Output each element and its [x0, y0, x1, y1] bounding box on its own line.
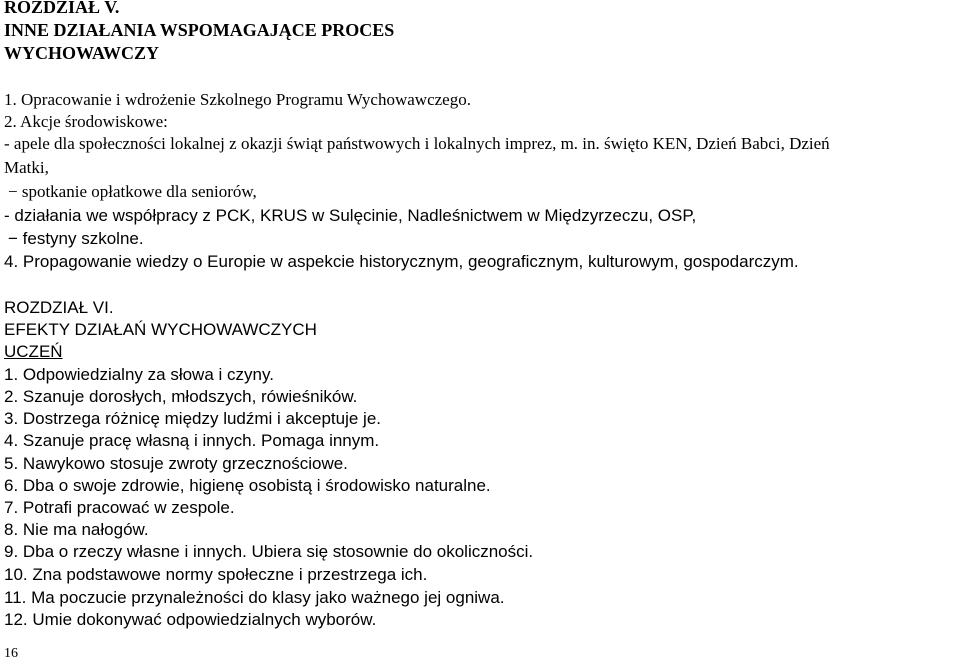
- list-item: 10. Zna podstawowe normy społeczne i przestrzega ich.: [4, 565, 428, 584]
- chapter-5-title-line2: WYCHOWAWCZY: [4, 43, 160, 63]
- text-line: Matki,: [4, 158, 49, 177]
- text-line: 2. Akcje środowiskowe:: [4, 112, 168, 131]
- list-item: 4. Szanuje pracę własną i innych. Pomaga innym.: [4, 431, 380, 450]
- list-item: 8. Nie ma nałogów.: [4, 520, 149, 539]
- list-item: 6. Dba o swoje zdrowie, higienę osobistą i środowisko naturalne.: [4, 476, 491, 495]
- list-item: 2. Szanuje dorosłych, młodszych, rówieśników.: [4, 387, 358, 406]
- text-line: - działania we współpracy z PCK, KRUS w Sulęcinie, Nadleśnictwem w Międzyrzeczu, OSP,: [4, 206, 697, 225]
- text-line: 4. Propagowanie wiedzy o Europie w aspekcie historycznym, geograficznym, kulturowym, gospodarczym.: [4, 252, 799, 271]
- chapter-6-heading: ROZDZIAŁ VI.: [4, 298, 114, 317]
- list-item: 1. Odpowiedzialny za słowa i czyny.: [4, 365, 274, 384]
- list-item: 11. Ma poczucie przynależności do klasy jako ważnego jej ogniwa.: [4, 588, 505, 607]
- list-item: 3. Dostrzega różnicę między ludźmi i akceptuje je.: [4, 409, 381, 428]
- chapter-5-heading: ROZDZIAŁ V.: [4, 0, 120, 17]
- chapter-5-title-line1: INNE DZIAŁANIA WSPOMAGAJĄCE PROCES: [4, 20, 395, 40]
- list-item: 9. Dba o rzeczy własne i innych. Ubiera się stosownie do okoliczności.: [4, 542, 534, 561]
- student-subheading: UCZEŃ: [4, 342, 63, 361]
- text-line: − festyny szkolne.: [8, 229, 144, 248]
- text-line: 1. Opracowanie i wdrożenie Szkolnego Programu Wychowawczego.: [4, 90, 471, 109]
- chapter-6-title: EFEKTY DZIAŁAŃ WYCHOWAWCZYCH: [4, 320, 317, 339]
- text-line: − spotkanie opłatkowe dla seniorów,: [8, 182, 257, 201]
- page-number: 16: [4, 646, 18, 661]
- list-item: 7. Potrafi pracować w zespole.: [4, 498, 235, 517]
- list-item: 5. Nawykowo stosuje zwroty grzecznościowe.: [4, 454, 348, 473]
- text-line: - apele dla społeczności lokalnej z okazji świąt państwowych i lokalnych imprez, m. in. święto KEN, Dzień Babci, Dzień: [4, 134, 830, 153]
- list-item: 12. Umie dokonywać odpowiedzialnych wyborów.: [4, 610, 377, 629]
